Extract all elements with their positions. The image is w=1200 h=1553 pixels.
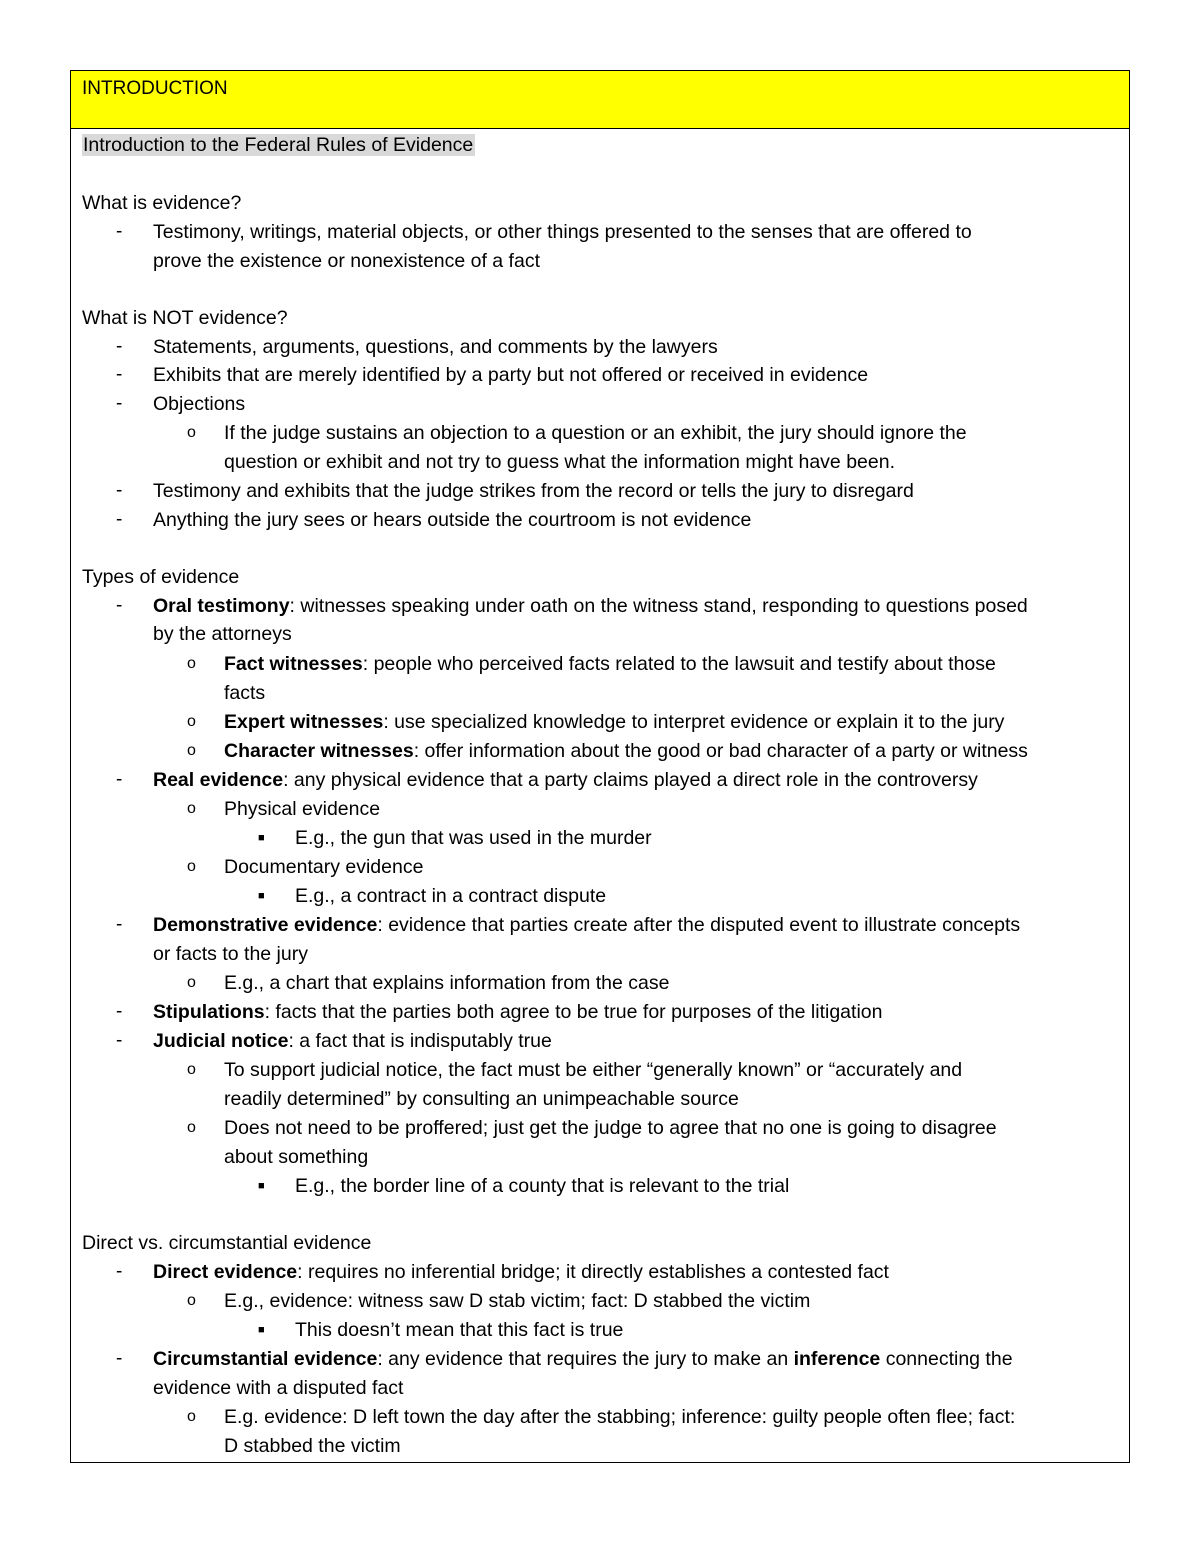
sub-list-item: E.g., a chart that explains information from the case xyxy=(224,972,670,994)
sub-sub-list-item: E.g., the gun that was used in the murder xyxy=(295,827,652,849)
dash-bullet: - xyxy=(116,393,123,414)
dash-bullet: - xyxy=(116,480,123,501)
heading-not-evidence: What is NOT evidence? xyxy=(82,307,288,329)
circle-bullet: o xyxy=(187,713,196,730)
sub-list-item-continued: question or exhibit and not try to guess what the information might have been. xyxy=(224,451,895,473)
list-item-judicial-notice: Judicial notice: a fact that is indisputably true xyxy=(153,1030,552,1052)
sub-list-item: Does not need to be proffered; just get the judge to agree that no one is going to disagree xyxy=(224,1117,997,1139)
heading-types-of-evidence: Types of evidence xyxy=(82,566,240,588)
sub-list-item-continued: D stabbed the victim xyxy=(224,1435,401,1457)
circle-bullet: o xyxy=(187,858,196,875)
dash-bullet: - xyxy=(116,595,123,616)
square-bullet: ■ xyxy=(258,1324,265,1336)
sub-list-item: If the judge sustains an objection to a question or an exhibit, the jury should ignore the xyxy=(224,422,967,444)
sub-list-item-character-witnesses: Character witnesses: offer information about the good or bad character of a party or witness xyxy=(224,740,1028,762)
section-header-title: INTRODUCTION xyxy=(82,78,228,99)
circle-bullet: o xyxy=(187,800,196,817)
page-title: Introduction to the Federal Rules of Evidence xyxy=(83,134,474,156)
document-body xyxy=(71,129,1129,1462)
list-item: Anything the jury sees or hears outside the courtroom is not evidence xyxy=(153,509,752,531)
sub-list-item: Documentary evidence xyxy=(224,856,424,878)
circle-bullet: o xyxy=(187,742,196,759)
circle-bullet: o xyxy=(187,974,196,991)
circle-bullet: o xyxy=(187,1408,196,1425)
sub-list-item: E.g. evidence: D left town the day after the stabbing; inference: guilty people often flee; fact: xyxy=(224,1406,1016,1428)
sub-list-item-continued: readily determined” by consulting an unimpeachable source xyxy=(224,1088,739,1110)
sub-list-item: To support judicial notice, the fact must be either “generally known” or “accurately and xyxy=(224,1059,963,1081)
list-item-continued: by the attorneys xyxy=(153,623,292,645)
heading-what-is-evidence: What is evidence? xyxy=(82,192,242,214)
list-item-continued: evidence with a disputed fact xyxy=(153,1377,404,1399)
sub-sub-list-item: This doesn’t mean that this fact is true xyxy=(295,1319,624,1341)
list-item-real-evidence: Real evidence: any physical evidence that a party claims played a direct role in the controversy xyxy=(153,769,978,791)
circle-bullet: o xyxy=(187,1061,196,1078)
dash-bullet: - xyxy=(116,336,123,357)
list-item: Testimony and exhibits that the judge strikes from the record or tells the jury to disregard xyxy=(153,480,914,502)
list-item-continued: or facts to the jury xyxy=(153,943,308,965)
dash-bullet: - xyxy=(116,1030,123,1051)
list-item: Objections xyxy=(153,393,246,415)
list-item-oral-testimony: Oral testimony: witnesses speaking under oath on the witness stand, responding to questions posed xyxy=(153,595,1028,617)
dash-bullet: - xyxy=(116,769,123,790)
sub-sub-list-item: E.g., a contract in a contract dispute xyxy=(295,885,607,907)
document-page xyxy=(70,70,1130,1463)
dash-bullet: - xyxy=(116,364,123,385)
sub-list-item: E.g., evidence: witness saw D stab victim; fact: D stabbed the victim xyxy=(224,1290,811,1312)
dash-bullet: - xyxy=(116,914,123,935)
circle-bullet: o xyxy=(187,1292,196,1309)
square-bullet: ■ xyxy=(258,890,265,902)
sub-sub-list-item: E.g., the border line of a county that is relevant to the trial xyxy=(295,1175,790,1197)
square-bullet: ■ xyxy=(258,832,265,844)
list-item-demonstrative-evidence: Demonstrative evidence: evidence that parties create after the disputed event to illustrate concepts xyxy=(153,914,1021,936)
sub-list-item: Physical evidence xyxy=(224,798,381,820)
dash-bullet: - xyxy=(116,221,123,242)
list-item-circumstantial-evidence: Circumstantial evidence: any evidence that requires the jury to make an inference connecting the xyxy=(153,1348,1013,1370)
heading-direct-vs-circumstantial: Direct vs. circumstantial evidence xyxy=(82,1232,372,1254)
dash-bullet: - xyxy=(116,1001,123,1022)
sub-list-item-fact-witnesses: Fact witnesses: people who perceived facts related to the lawsuit and testify about those xyxy=(224,653,996,675)
list-item: Testimony, writings, material objects, or other things presented to the senses that are offered to xyxy=(153,221,972,243)
dash-bullet: - xyxy=(116,1261,123,1282)
list-item-direct-evidence: Direct evidence: requires no inferential bridge; it directly establishes a contested fact xyxy=(153,1261,889,1283)
circle-bullet: o xyxy=(187,655,196,672)
dash-bullet: - xyxy=(116,509,123,530)
list-item-stipulations: Stipulations: facts that the parties both agree to be true for purposes of the litigation xyxy=(153,1001,883,1023)
section-header-band xyxy=(71,71,1129,129)
sub-list-item-continued: facts xyxy=(224,682,266,704)
list-item: Exhibits that are merely identified by a party but not offered or received in evidence xyxy=(153,364,869,386)
circle-bullet: o xyxy=(187,1119,196,1136)
circle-bullet: o xyxy=(187,424,196,441)
list-item-continued: prove the existence or nonexistence of a fact xyxy=(153,250,540,272)
dash-bullet: - xyxy=(116,1348,123,1369)
square-bullet: ■ xyxy=(258,1180,265,1192)
sub-list-item-continued: about something xyxy=(224,1146,369,1168)
sub-list-item-expert-witnesses: Expert witnesses: use specialized knowledge to interpret evidence or explain it to the jury xyxy=(224,711,1005,733)
list-item: Statements, arguments, questions, and comments by the lawyers xyxy=(153,336,718,358)
